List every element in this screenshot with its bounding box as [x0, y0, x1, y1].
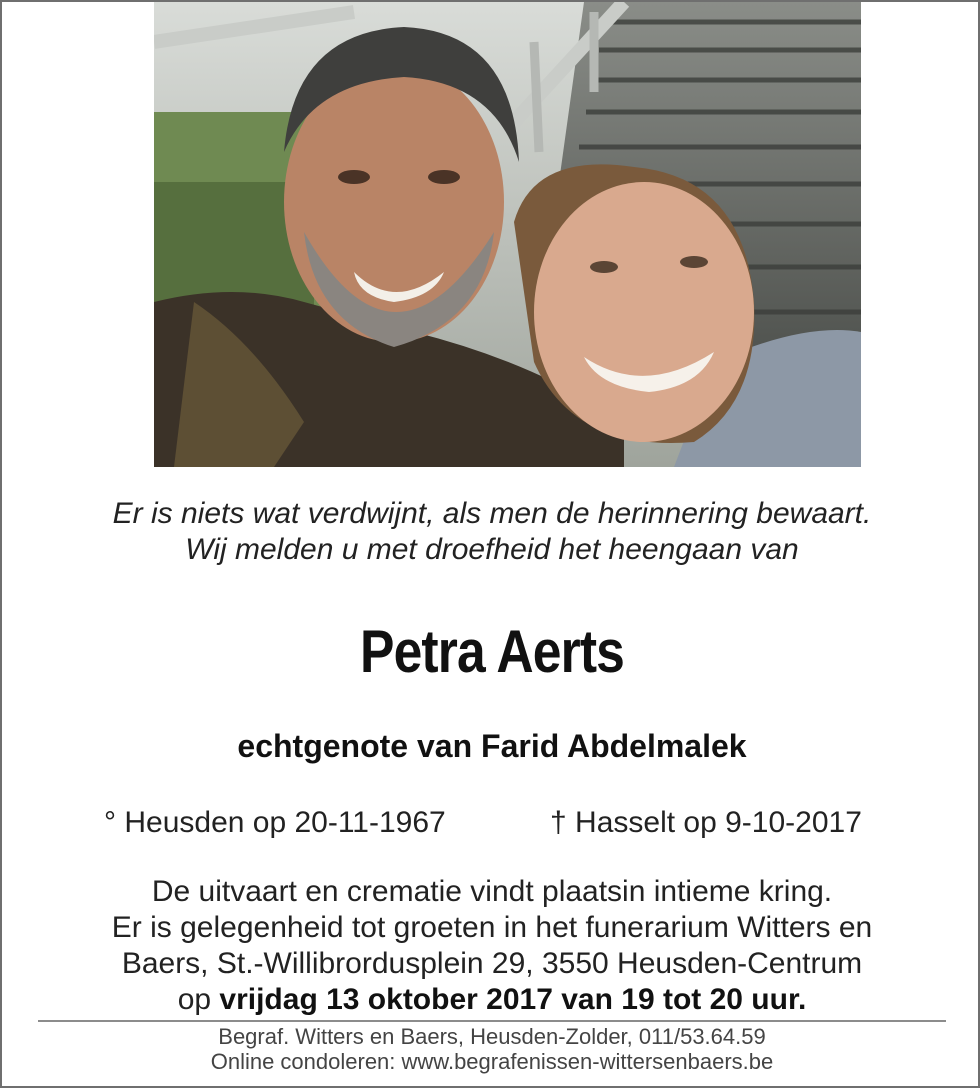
- condolence-website: Online condoleren: www.begrafenissen-wittersenbaers.be: [210, 1049, 774, 1074]
- cross-icon: †: [550, 806, 567, 839]
- birth-info: [104, 804, 446, 842]
- visitation-time: vrijdag 13 oktober 2017 van 19 tot 20 uur.: [219, 983, 807, 1016]
- portrait-photo: [154, 2, 861, 467]
- quote-line-2: Wij melden u met droefheid het heengaan van: [185, 533, 799, 566]
- birth-date: Heusden op 20-11-1967: [124, 806, 446, 839]
- funeral-line-2: Er is gelegenheid tot groeten in het funerarium Witters en: [111, 911, 873, 944]
- funeral-home-contact: Begraf. Witters en Baers, Heusden-Zolder, 011/53.64.59: [218, 1024, 766, 1049]
- deceased-name: Petra Aerts: [360, 618, 624, 685]
- funeral-details: [2, 874, 980, 1018]
- funeral-line-1: De uitvaart en crematie vindt plaatsin intieme kring.: [151, 875, 833, 908]
- spouse-relation: echtgenote van Farid Abdelmalek: [237, 728, 747, 764]
- visitation-prefix: op: [177, 983, 220, 1016]
- funeral-line-3: Baers, St.-Willibrordusplein 29, 3550 Heusden-Centrum: [121, 947, 863, 980]
- birth-symbol: °: [104, 806, 116, 839]
- memorial-quote: [2, 496, 980, 568]
- death-info: [550, 804, 862, 842]
- photo-illustration: [154, 2, 861, 467]
- footer-divider: [38, 1020, 946, 1022]
- death-date: Hasselt op 9-10-2017: [575, 806, 862, 839]
- funeral-home-footer: [2, 1024, 980, 1074]
- quote-line-1: Er is niets wat verdwijnt, als men de herinnering bewaart.: [112, 497, 872, 530]
- funeral-line-4: [2, 982, 980, 1018]
